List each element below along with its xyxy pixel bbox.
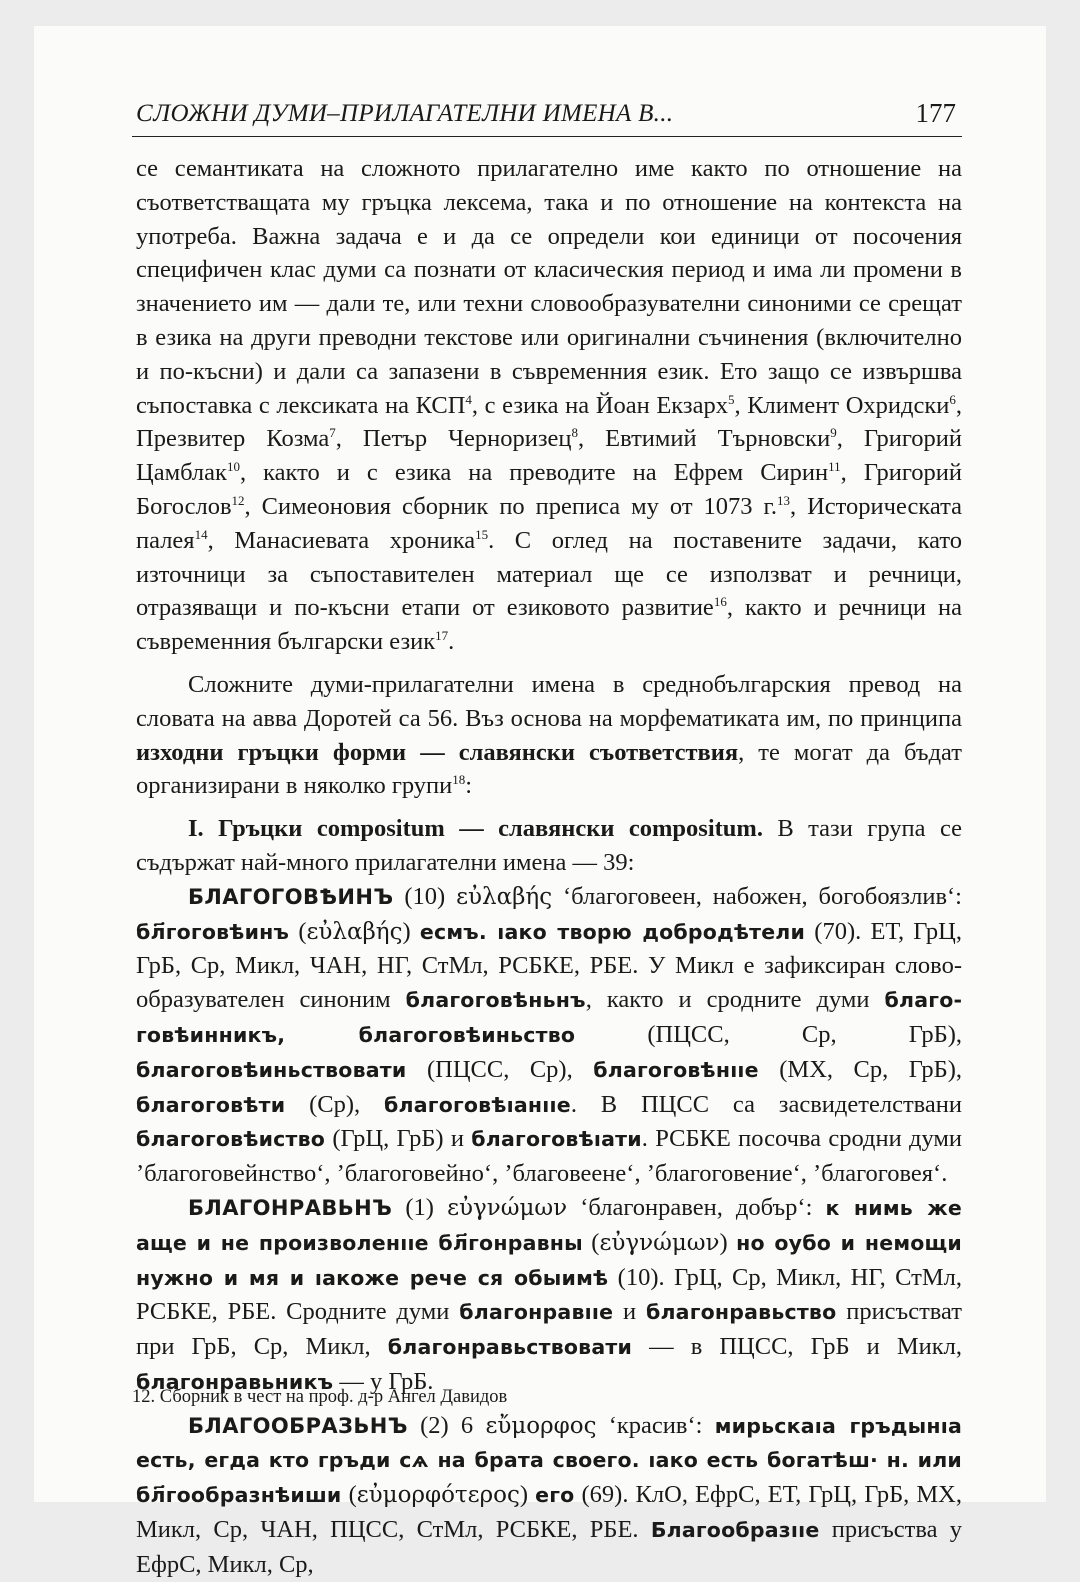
church-slavonic-text: благоговѣиньствовати — [136, 1057, 407, 1082]
footnote-ref[interactable]: 6 — [949, 391, 956, 407]
footnote-ref[interactable]: 10 — [226, 459, 240, 475]
entry-headword: БЛАГОГОВѢИНЪ — [188, 884, 394, 909]
group-heading-paragraph: I. Гръцки compositum — славянски compositum. В тази група се съдържат най-много прилагателни имена — 39: — [136, 815, 962, 876]
page-header — [132, 96, 962, 137]
greek-word: εὐλαβής — [306, 918, 403, 945]
church-slavonic-text: благоговѣнııе — [593, 1057, 759, 1082]
footnote-ref[interactable]: 4 — [465, 391, 472, 407]
dictionary-entry: БЛАГООБРАЗЬНЪ (2) 6 εὔμορφος ‘красив‘: мирьскаıа гръдынıа есть, егда кто гръди сѧ на брата своего. ıако есть богатѣш· н. или бл҃гообразнѣиши (εὐμορφότερος) его (69). КлО, ЕфрС, ЕТ, ГрЦ, ГрБ, МХ, Микл, Ср, ЧАН, ПЦСС, СтМл, РСБКЕ, РБЕ. Благообразııе присъства у ЕфрС, Микл, Ср, — [136, 1411, 962, 1578]
greek-word: εὐγνώμων — [599, 1229, 720, 1256]
greek-word: εὔμορφος — [485, 1412, 597, 1439]
church-slavonic-text: благоговѣньнъ — [405, 988, 586, 1013]
footnote-ref[interactable]: 14 — [194, 526, 208, 542]
group-heading: I. Гръцки compositum — славянски compositum. — [188, 815, 763, 843]
church-slavonic-text: благоговѣинникъ, благоговѣиньство — [136, 988, 962, 1047]
church-slavonic-text: к нимь же аще и не произволенııе бл҃гонравны — [136, 1195, 962, 1255]
church-slavonic-text: благонравııе — [459, 1300, 614, 1325]
page-number: 177 — [915, 98, 956, 128]
emphasis: изходни гръцки форми — славянски съответствия — [136, 738, 739, 766]
church-slavonic-text: но оубо и немощи нужно и мя и ıакоже рече ся обыимѣ — [136, 1230, 962, 1290]
footnote-ref[interactable]: 11 — [828, 459, 841, 475]
paragraph-2: Сложните думи-прилагателни имена в среднобългарския превод на словата на авва Доротей са 56. Въз основа на морфематиката им, по принципа изходни гръцки форми — славянски съответствия, те могат да бъдат организирани в няколко групи$^{18}$: — [136, 670, 962, 800]
greek-word: εὐμορφότερος — [356, 1482, 520, 1509]
church-slavonic-text: мирьскаıа гръдынıа есть, егда кто гръди сѧ на брата своего. ıако есть богатѣш· н. или бл҃гообразнѣиши — [136, 1413, 962, 1508]
running-head: СЛОЖНИ ДУМИ–ПРИЛАГАТЕЛНИ ИМЕНА В... — [136, 100, 674, 127]
footnote-ref[interactable]: 13 — [776, 492, 790, 508]
entry-headword: БЛАГОНРАВЬНЪ — [188, 1195, 393, 1220]
church-slavonic-text: благонравьствовати — [387, 1335, 633, 1360]
church-slavonic-text: бл҃гоговѣинъ — [136, 919, 290, 944]
footnote-ref[interactable]: 17 — [435, 628, 449, 643]
church-slavonic-text: благоговѣти — [136, 1092, 286, 1117]
greek-word: εὐλαβής — [456, 883, 553, 910]
church-slavonic-text: благонравьство — [645, 1300, 837, 1325]
entry-headword: БЛАГООБРАЗЬНЪ — [188, 1413, 408, 1438]
footnote-ref[interactable]: 8 — [571, 425, 579, 441]
footnote-ref[interactable]: 12 — [231, 492, 245, 508]
church-slavonic-text: благоговѣıати — [471, 1127, 642, 1152]
footnote-ref[interactable]: 9 — [830, 425, 837, 441]
document-page — [34, 26, 1046, 1578]
footnote-ref[interactable]: 16 — [713, 594, 727, 610]
dictionary-entry: БЛАГОГОВѢИНЪ (10) εὐλαβής ‘благоговеен, набожен, богобоязлив‘: бл҃гоговѣинъ (εὐλαβής) есмъ. ıако творю добродѣтели (70). ЕТ, ГрЦ, ГрБ, Ср, Микл, ЧАН, НГ, СтМл, РСБКЕ, РБЕ. У Микл е зафиксиран словообразувателен синоним благоговѣньнъ, както и сродните думи благоговѣинникъ, благоговѣиньство (ПЦСС, Ср, ГрБ), благоговѣиньствовати (ПЦСС, Ср), благоговѣнııе (МХ, Ср, ГрБ), благоговѣти (Ср), благоговѣıанııе. В ПЦСС са засвидетелствани благоговѣиство (ГрЦ, ГрБ) и благоговѣıати. РСБКЕ посочва сродни думи ’благоговейнство‘, ’благоговейно‘, ’благовеене‘, ’благоговение‘, ’благоговея‘. — [136, 882, 963, 1188]
church-slavonic-text: его — [535, 1483, 575, 1508]
paragraph-1: се семантиката на сложното прилагателно име както по отношение на съответстващата му гръцка лексема, така и по отношение на контекста на употреба. Важна задача е и да се определи кои единици от посочения специфичен клас думи са познати от класическия период и има ли промени в значението им — дали те, или техни словообразувателни синоними се срещат в езика на други преводни текстове или оригинални съчинения (включително и по-късни) и дали са запазени в съвременния език. Ето защо се извършва съпоставка с лексиката на КСП$^4$, с езика на Йоан Екзарх$^5$, Климент Охридски$^6$, Презвитер Козма$^7$, Петър Черноризец$^8$, Евтимий Търновски$^9$, Григорий Цамблак$^{10}$, както и с езика на преводите на Ефрем Сирин$^{11}$, Григорий Богослов$^{12}$, Симеоновия сборник по преписа му от 1073 г.$^{13}$, Историческата палея$^{14}$, Манасиевата хроника$^{15}$. С оглед на поставените задачи, като източници за съпоставителен материал ще се използват и речници, отразяващи и по-късни етапи от езиковото развитие$^{16}$, както и речници на съвременния български език$^{17}$. — [136, 155, 963, 656]
footnote-ref[interactable]: 7 — [329, 425, 336, 441]
footnote-ref[interactable]: 5 — [727, 391, 735, 407]
church-slavonic-text: благоговѣıанııе — [384, 1092, 571, 1117]
footnote-ref[interactable]: 15 — [475, 526, 489, 542]
church-slavonic-text: Благообразııе — [650, 1518, 820, 1543]
church-slavonic-text: благоговѣиство — [136, 1127, 326, 1152]
church-slavonic-text: благонравьникъ — [136, 1369, 334, 1394]
church-slavonic-text: есмъ. ıако творю добродѣтели — [419, 919, 806, 944]
dictionary-entry: БЛАГОНРАВЬНЪ (1) εὐγνώμων ‘благонравен, добър‘: к нимь же аще и не произволенııе бл҃гонравны (εὐγνώμων) но оубо и немощи нужно и мя и ıакоже рече ся обыимѣ (10). ГрЦ, Ср, Микл, НГ, СтМл, РСБКЕ, РБЕ. Сродните думи благонравııе и благонравьство присъстват при ГрБ, Ср, Микл, благонравьствовати — в ПЦСС, ГрБ и Микл, благонравьникъ — у ГрБ. — [136, 1193, 962, 1395]
page-footer: 12. Сборник в чест на проф. д-р Ангел Давидов — [132, 1387, 508, 1407]
body-text — [136, 152, 962, 1582]
greek-word: εὐγνώμων — [447, 1194, 568, 1221]
footnote-ref[interactable]: 18 — [452, 772, 466, 788]
